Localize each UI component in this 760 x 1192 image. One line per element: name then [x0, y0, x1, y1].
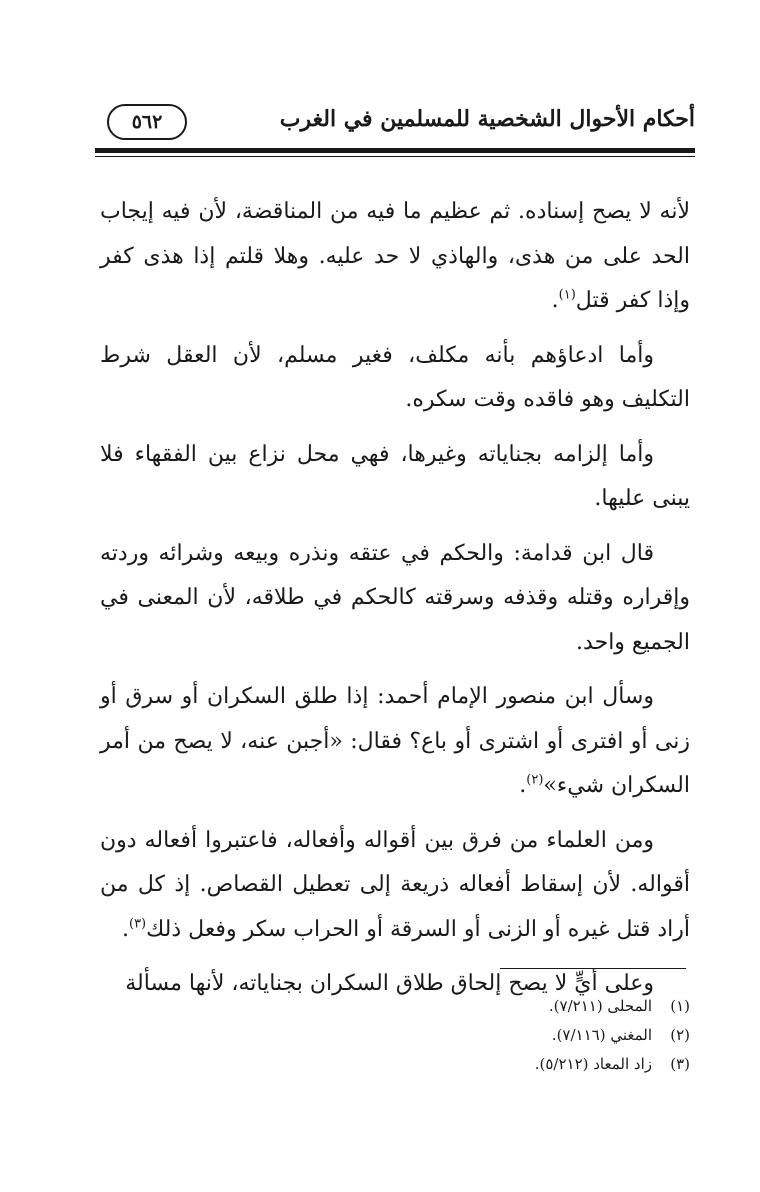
page-header [95, 100, 695, 148]
paragraph: لأنه لا يصح إسناده. ثم عظيم ما فيه من المناقضة، لأن فيه إيجاب الحد على من هذى، والهاذي لا حد عليه. وهلا قلتم إذا هذى كفر وإذا كفر قتل$^{(١)}$. [100, 199, 690, 313]
page-number-badge: ٥٦٢ [107, 104, 187, 140]
footnote-item [300, 1050, 690, 1079]
footnotes [300, 992, 690, 1079]
footnote-item [300, 1021, 690, 1050]
footnote-text: زاد المعاد (٥/٢١٢). [534, 1055, 652, 1073]
paragraph: قال ابن قدامة: والحكم في عتقه ونذره وبيعه وشرائه وردته وإقراره وقتله وقذفه وسرقته كالحكم في طلاقه، لأن المعنى في الجميع واحد. [100, 540, 690, 655]
footnote-reference: (٣) [128, 916, 147, 932]
footnote-number: (١) [670, 997, 690, 1015]
footnote-reference: (١) [558, 287, 576, 303]
body-text [100, 190, 690, 1017]
footnote-number: (٢) [670, 1026, 690, 1044]
footnote-separator [500, 968, 686, 969]
footnote-number: (٣) [670, 1055, 690, 1073]
running-title: أحكام الأحوال الشخصية للمسلمين في الغرب [279, 106, 695, 132]
footnote-text: المغني (٧/١١٦). [551, 1026, 652, 1044]
footnote-item [300, 992, 690, 1021]
header-rule-thin [95, 156, 695, 157]
paragraph: وسأل ابن منصور الإمام أحمد: إذا طلق السكران أو سرق أو زنى أو افترى أو اشترى أو باع؟ فقال: «أجبن عنه، لا يصح من أمر السكران شيء»$^{(٢)}$. [100, 684, 690, 798]
header-rule-thick [95, 148, 695, 153]
paragraph: وعلى أيٍّ لا يصح إلحاق طلاق السكران بجناياته، لأنها مسألة [125, 971, 654, 996]
paragraph: وأما ادعاؤهم بأنه مكلف، فغير مسلم، لأن العقل شرط التكليف وهو فاقده وقت سكره. [100, 342, 690, 412]
footnote-text: المحلى (٧/٢١١). [548, 997, 652, 1015]
footnote-reference: (٢) [526, 772, 544, 788]
paragraph: وأما إلزامه بجناياته وغيرها، فهي محل نزاع بين الفقهاء فلا يبنى عليها. [100, 441, 690, 511]
paragraph: ومن العلماء من فرق بين أقواله وأفعاله، فاعتبروا أفعاله دون أقواله. لأن إسقاط أفعاله ذريعة إلى تعطيل القصاص. إذ كل من أراد قتل غيره أو الزنى أو السرقة أو الحراب سكر وفعل ذلك$^{(٣)}$. [100, 827, 690, 942]
